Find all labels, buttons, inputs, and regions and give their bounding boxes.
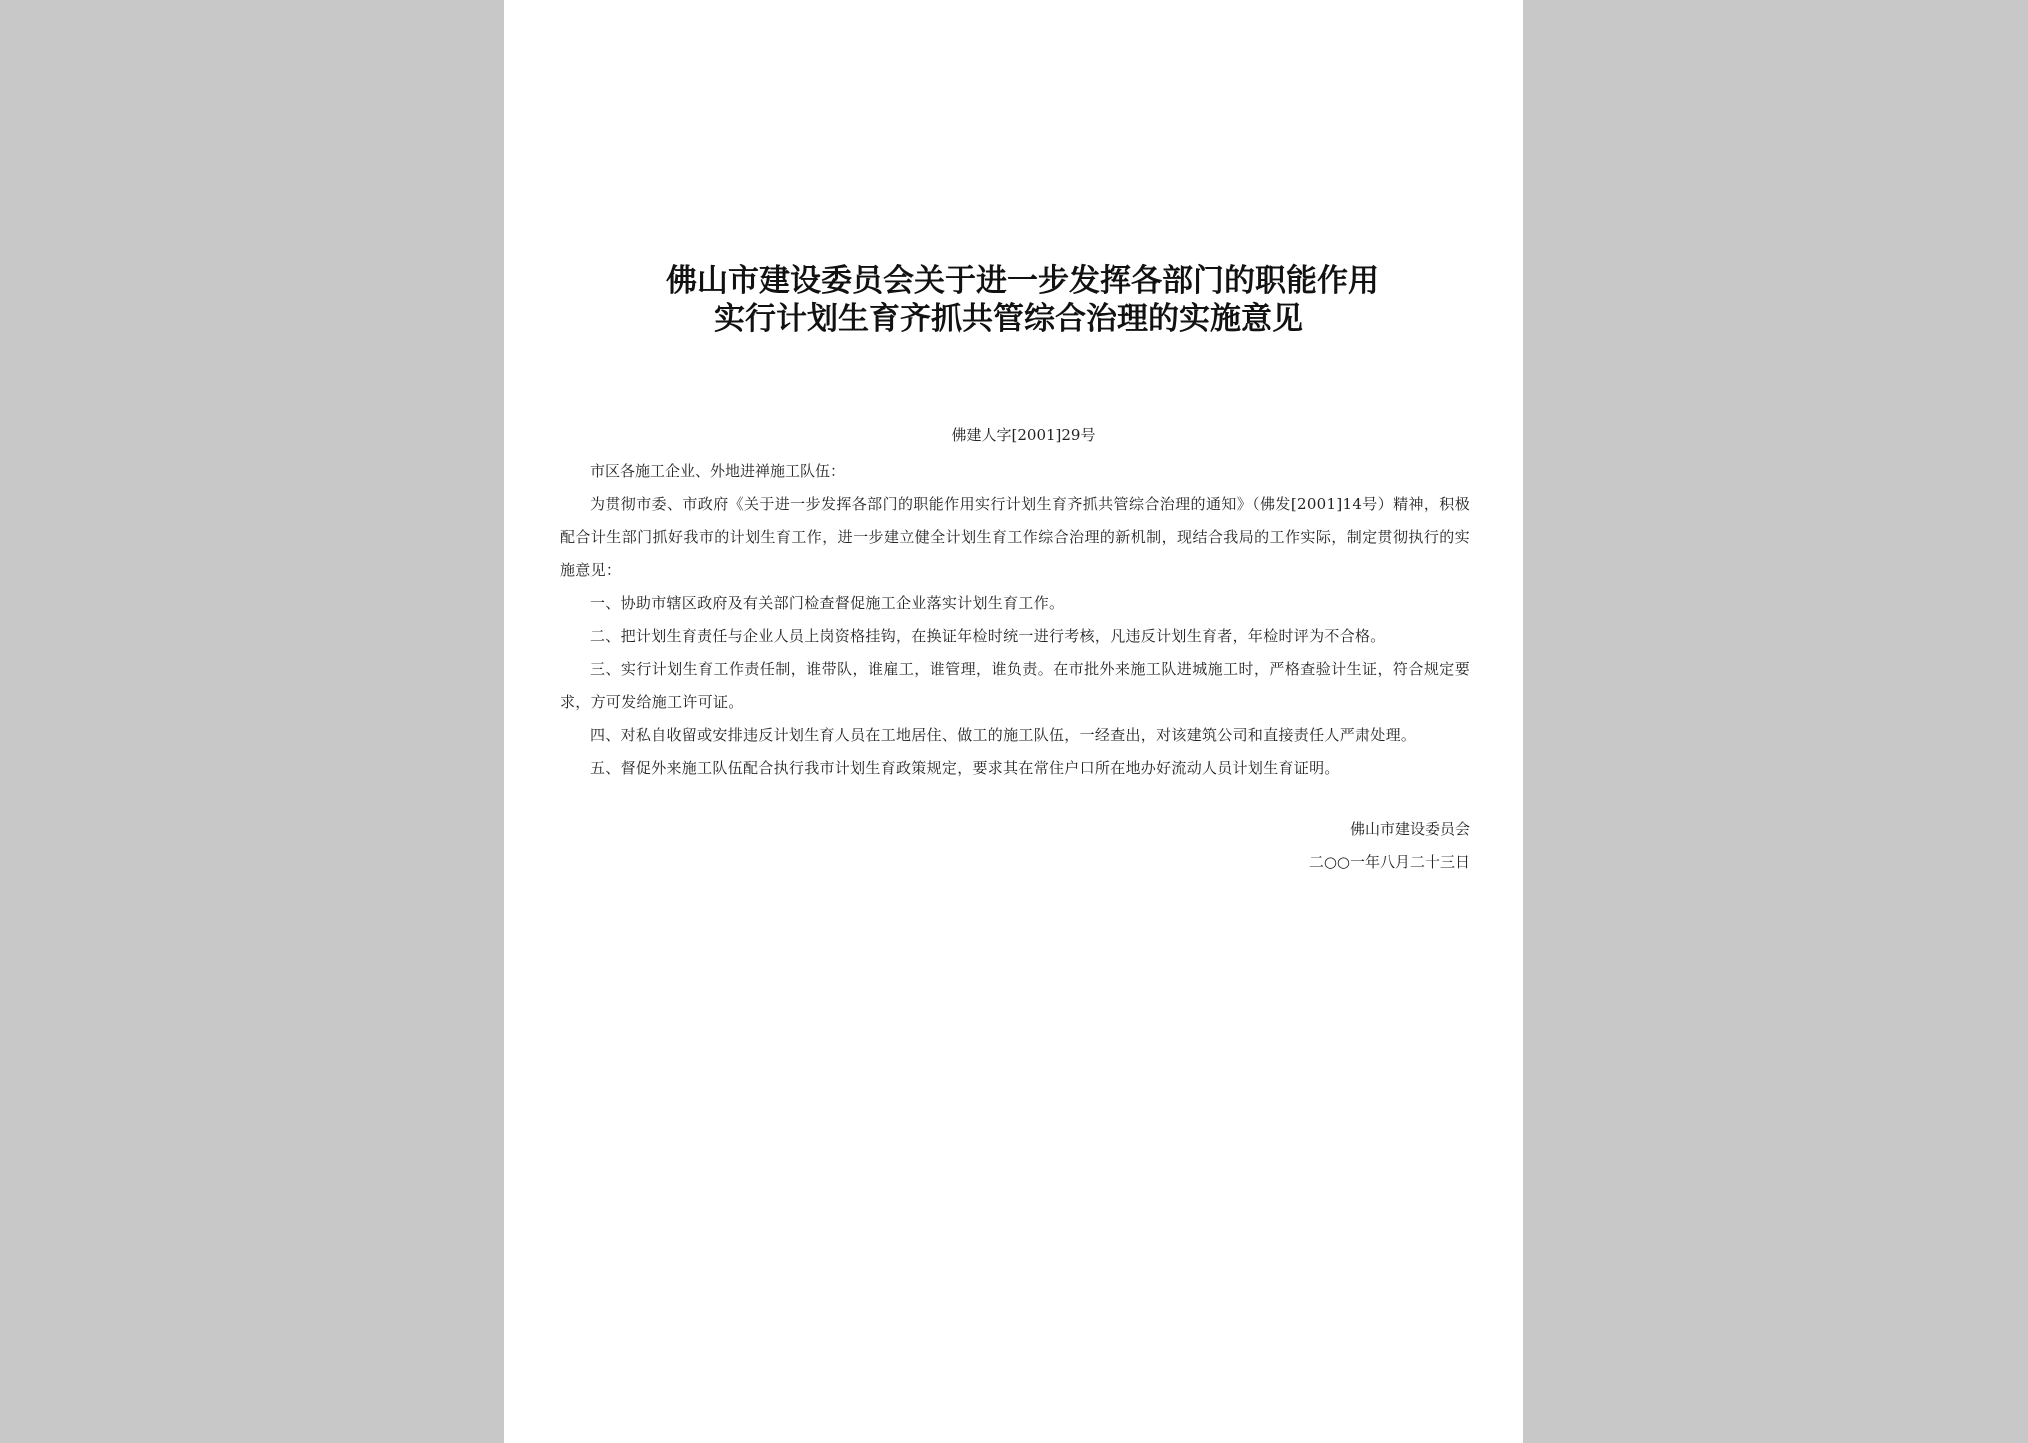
paragraph-item-3: 三、实行计划生育工作责任制，谁带队，谁雇工，谁管理，谁负责。在市批外来施工队进城施工时，严格查验计生证，符合规定要求，方可发给施工许可证。 [560,660,1470,711]
signature-date: 二○○一年八月二十三日 [1308,853,1470,871]
signature-organization: 佛山市建设委员会 [1349,820,1470,838]
salutation: 市区各施工企业、外地进禅施工队伍： [590,462,846,480]
title-line-1: 佛山市建设委员会关于进一步发挥各部门的职能作用 [666,263,1379,299]
paragraph-item-4: 四、对私自收留或安排违反计划生育人员在工地居住、做工的施工队伍，一经查出，对该建筑公司和直接责任人严肃处理。 [590,726,1417,744]
paragraph-item-2: 二、把计划生育责任与企业人员上岗资格挂钩，在换证年检时统一进行考核，凡违反计划生育者，年检时评为不合格。 [590,627,1386,645]
document-page [504,0,1523,1443]
document-number: 佛建人字[2001]29号 [951,426,1096,444]
document-title [504,262,1523,338]
paragraph-intro: 为贯彻市委、市政府《关于进一步发挥各部门的职能作用实行计划生育齐抓共管综合治理的通知》（佛发[2001]14号）精神，积极配合计生部门抓好我市的计划生育工作，进一步建立健全计划生育工作综合治理的新机制，现结合我局的工作实际，制定贯彻执行的实施意见： [560,495,1470,579]
title-line-2: 实行计划生育齐抓共管综合治理的实施意见 [714,301,1303,337]
paragraph-item-1: 一、协助市辖区政府及有关部门检查督促施工企业落实计划生育工作。 [590,594,1065,612]
paragraph-item-5: 五、督促外来施工队伍配合执行我市计划生育政策规定，要求其在常住户口所在地办好流动人员计划生育证明。 [590,759,1340,777]
document-body [560,455,1470,785]
signature-block [1309,813,1470,879]
